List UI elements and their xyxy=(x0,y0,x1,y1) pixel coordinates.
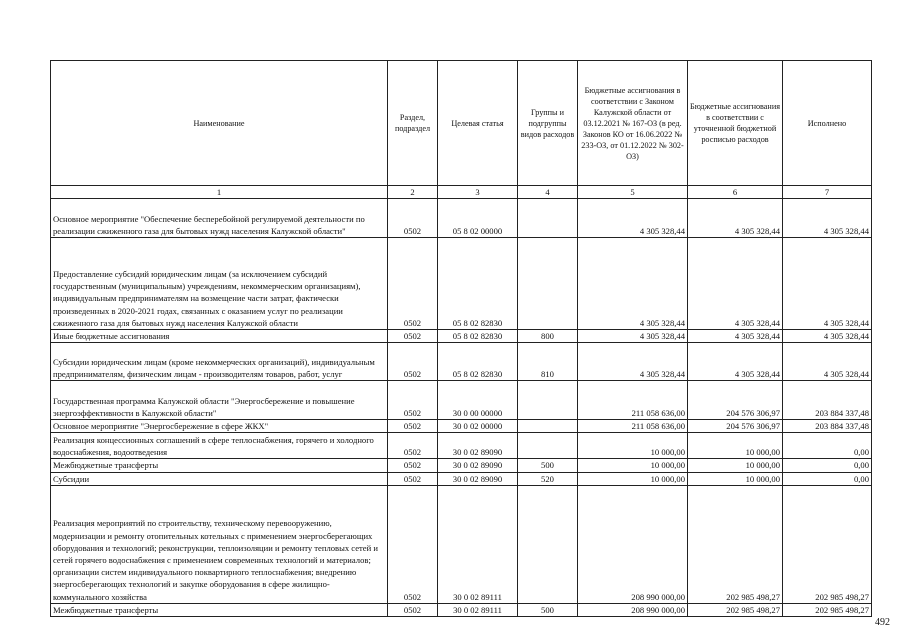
row-refined-amount: 10 000,00 xyxy=(688,472,783,485)
row-law-amount: 4 305 328,44 xyxy=(578,199,688,238)
table-row xyxy=(51,472,872,485)
page-number: 492 xyxy=(875,617,890,628)
header-law-allocation: Бюджетные ассигнования в соответствии с Законом Калужской области от 03.12.2021 № 167-ОЗ (в ред. Законов КО от 16.06.2022 № 233-ОЗ, от 01.12.2022 № 302-ОЗ) xyxy=(578,61,688,186)
row-article: 05 8 02 82830 xyxy=(438,330,518,343)
row-group: 500 xyxy=(518,459,578,472)
row-name: Основное мероприятие "Энергосбережение в сфере ЖКХ" xyxy=(51,420,388,433)
row-group xyxy=(518,238,578,330)
table-row xyxy=(51,420,872,433)
table-row xyxy=(51,433,872,459)
column-number: 1 xyxy=(51,186,388,199)
row-article: 05 8 02 82830 xyxy=(438,343,518,381)
row-law-amount: 10 000,00 xyxy=(578,433,688,459)
row-name: Иные бюджетные ассигнования xyxy=(51,330,388,343)
row-executed-amount: 4 305 328,44 xyxy=(783,343,872,381)
row-executed-amount: 4 305 328,44 xyxy=(783,238,872,330)
table-row xyxy=(51,603,872,616)
row-executed-amount: 202 985 498,27 xyxy=(783,485,872,603)
row-group: 810 xyxy=(518,343,578,381)
row-article: 30 0 02 89090 xyxy=(438,433,518,459)
column-number: 3 xyxy=(438,186,518,199)
row-refined-amount: 10 000,00 xyxy=(688,433,783,459)
header-expense-group: Группы и подгруппы видов расходов xyxy=(518,61,578,186)
row-law-amount: 211 058 636,00 xyxy=(578,420,688,433)
column-number-row xyxy=(51,186,872,199)
header-row xyxy=(51,61,872,186)
row-section: 0502 xyxy=(388,459,438,472)
row-section: 0502 xyxy=(388,381,438,420)
row-refined-amount: 4 305 328,44 xyxy=(688,199,783,238)
header-refined-allocation: Бюджетные ассигнования в соответствии с уточненной бюджетной росписью расходов xyxy=(688,61,783,186)
row-name: Основное мероприятие "Обеспечение бесперебойной регулируемой деятельности по реализации сжиженного газа для бытовых нужд населения Калужской области" xyxy=(51,199,388,238)
row-refined-amount: 202 985 498,27 xyxy=(688,603,783,616)
row-name: Межбюджетные трансферты xyxy=(51,459,388,472)
row-executed-amount: 203 884 337,48 xyxy=(783,381,872,420)
column-number: 4 xyxy=(518,186,578,199)
table-row xyxy=(51,459,872,472)
row-refined-amount: 204 576 306,97 xyxy=(688,420,783,433)
row-law-amount: 208 990 000,00 xyxy=(578,485,688,603)
row-article: 30 0 02 89090 xyxy=(438,472,518,485)
row-executed-amount: 202 985 498,27 xyxy=(783,603,872,616)
row-name: Межбюджетные трансферты xyxy=(51,603,388,616)
row-law-amount: 211 058 636,00 xyxy=(578,381,688,420)
column-number: 2 xyxy=(388,186,438,199)
column-number: 6 xyxy=(688,186,783,199)
table-row xyxy=(51,330,872,343)
row-article: 30 0 02 89090 xyxy=(438,459,518,472)
row-name: Реализация мероприятий по строительству, техническому перевооружению, модернизации и ремонту отопительных котельных с применением энергосберегающих оборудования и технологий; реконструкции, теплоизоляции и ремонту тепловых сетей и сетей горячего водоснабжения с применением современных технологий и материалов; организации систем индивидуального поквартирного теплоснабжения; внедрению энергосберегающих технологий и закупке оборудования в сфере жилищно-коммунального хозяйства xyxy=(51,485,388,603)
table-row xyxy=(51,343,872,381)
row-section: 0502 xyxy=(388,485,438,603)
row-name: Субсидии xyxy=(51,472,388,485)
row-article: 30 0 02 89111 xyxy=(438,485,518,603)
row-name: Субсидии юридическим лицам (кроме некоммерческих организаций), индивидуальным предпринимателям, физическим лицам - производителям товаров, работ, услуг xyxy=(51,343,388,381)
row-group: 800 xyxy=(518,330,578,343)
row-refined-amount: 204 576 306,97 xyxy=(688,381,783,420)
table-row xyxy=(51,485,872,603)
row-law-amount: 4 305 328,44 xyxy=(578,330,688,343)
row-executed-amount: 203 884 337,48 xyxy=(783,420,872,433)
header-executed: Исполнено xyxy=(783,61,872,186)
row-law-amount: 4 305 328,44 xyxy=(578,238,688,330)
row-executed-amount: 4 305 328,44 xyxy=(783,330,872,343)
row-section: 0502 xyxy=(388,433,438,459)
row-group xyxy=(518,433,578,459)
row-name: Государственная программа Калужской области "Энергосбережение и повышение энергоэффективности в Калужской области" xyxy=(51,381,388,420)
row-executed-amount: 4 305 328,44 xyxy=(783,199,872,238)
row-name: Предоставление субсидий юридическим лицам (за исключением субсидий государственным (муниципальным) учреждениям, некоммерческим организациям), индивидуальным предпринимателям на возмещение части затрат, фактически произведенных в 2020-2021 годах, связанных с оказанием услуг по реализации сжиженного газа для бытовых нужд населения Калужской области xyxy=(51,238,388,330)
row-law-amount: 10 000,00 xyxy=(578,459,688,472)
table-row xyxy=(51,238,872,330)
column-number: 7 xyxy=(783,186,872,199)
row-executed-amount: 0,00 xyxy=(783,459,872,472)
row-law-amount: 208 990 000,00 xyxy=(578,603,688,616)
table-row xyxy=(51,381,872,420)
row-section: 0502 xyxy=(388,343,438,381)
row-section: 0502 xyxy=(388,420,438,433)
row-group: 500 xyxy=(518,603,578,616)
column-number: 5 xyxy=(578,186,688,199)
row-section: 0502 xyxy=(388,238,438,330)
row-group xyxy=(518,381,578,420)
row-section: 0502 xyxy=(388,472,438,485)
row-article: 30 0 02 00000 xyxy=(438,420,518,433)
row-group xyxy=(518,420,578,433)
row-group xyxy=(518,485,578,603)
table-row xyxy=(51,199,872,238)
row-refined-amount: 4 305 328,44 xyxy=(688,343,783,381)
row-name: Реализация концессионных соглашений в сфере теплоснабжения, горячего и холодного водоснабжения, водоотведения xyxy=(51,433,388,459)
row-executed-amount: 0,00 xyxy=(783,472,872,485)
row-law-amount: 4 305 328,44 xyxy=(578,343,688,381)
row-group xyxy=(518,199,578,238)
header-name: Наименование xyxy=(51,61,388,186)
row-executed-amount: 0,00 xyxy=(783,433,872,459)
row-article: 30 0 00 00000 xyxy=(438,381,518,420)
row-refined-amount: 202 985 498,27 xyxy=(688,485,783,603)
header-target-article: Целевая статья xyxy=(438,61,518,186)
row-refined-amount: 4 305 328,44 xyxy=(688,330,783,343)
row-group: 520 xyxy=(518,472,578,485)
row-refined-amount: 4 305 328,44 xyxy=(688,238,783,330)
row-article: 05 8 02 00000 xyxy=(438,199,518,238)
row-section: 0502 xyxy=(388,603,438,616)
row-refined-amount: 10 000,00 xyxy=(688,459,783,472)
row-section: 0502 xyxy=(388,199,438,238)
row-law-amount: 10 000,00 xyxy=(578,472,688,485)
budget-table xyxy=(50,60,872,617)
header-section: Раздел, подраздел xyxy=(388,61,438,186)
row-section: 0502 xyxy=(388,330,438,343)
row-article: 30 0 02 89111 xyxy=(438,603,518,616)
row-article: 05 8 02 82830 xyxy=(438,238,518,330)
